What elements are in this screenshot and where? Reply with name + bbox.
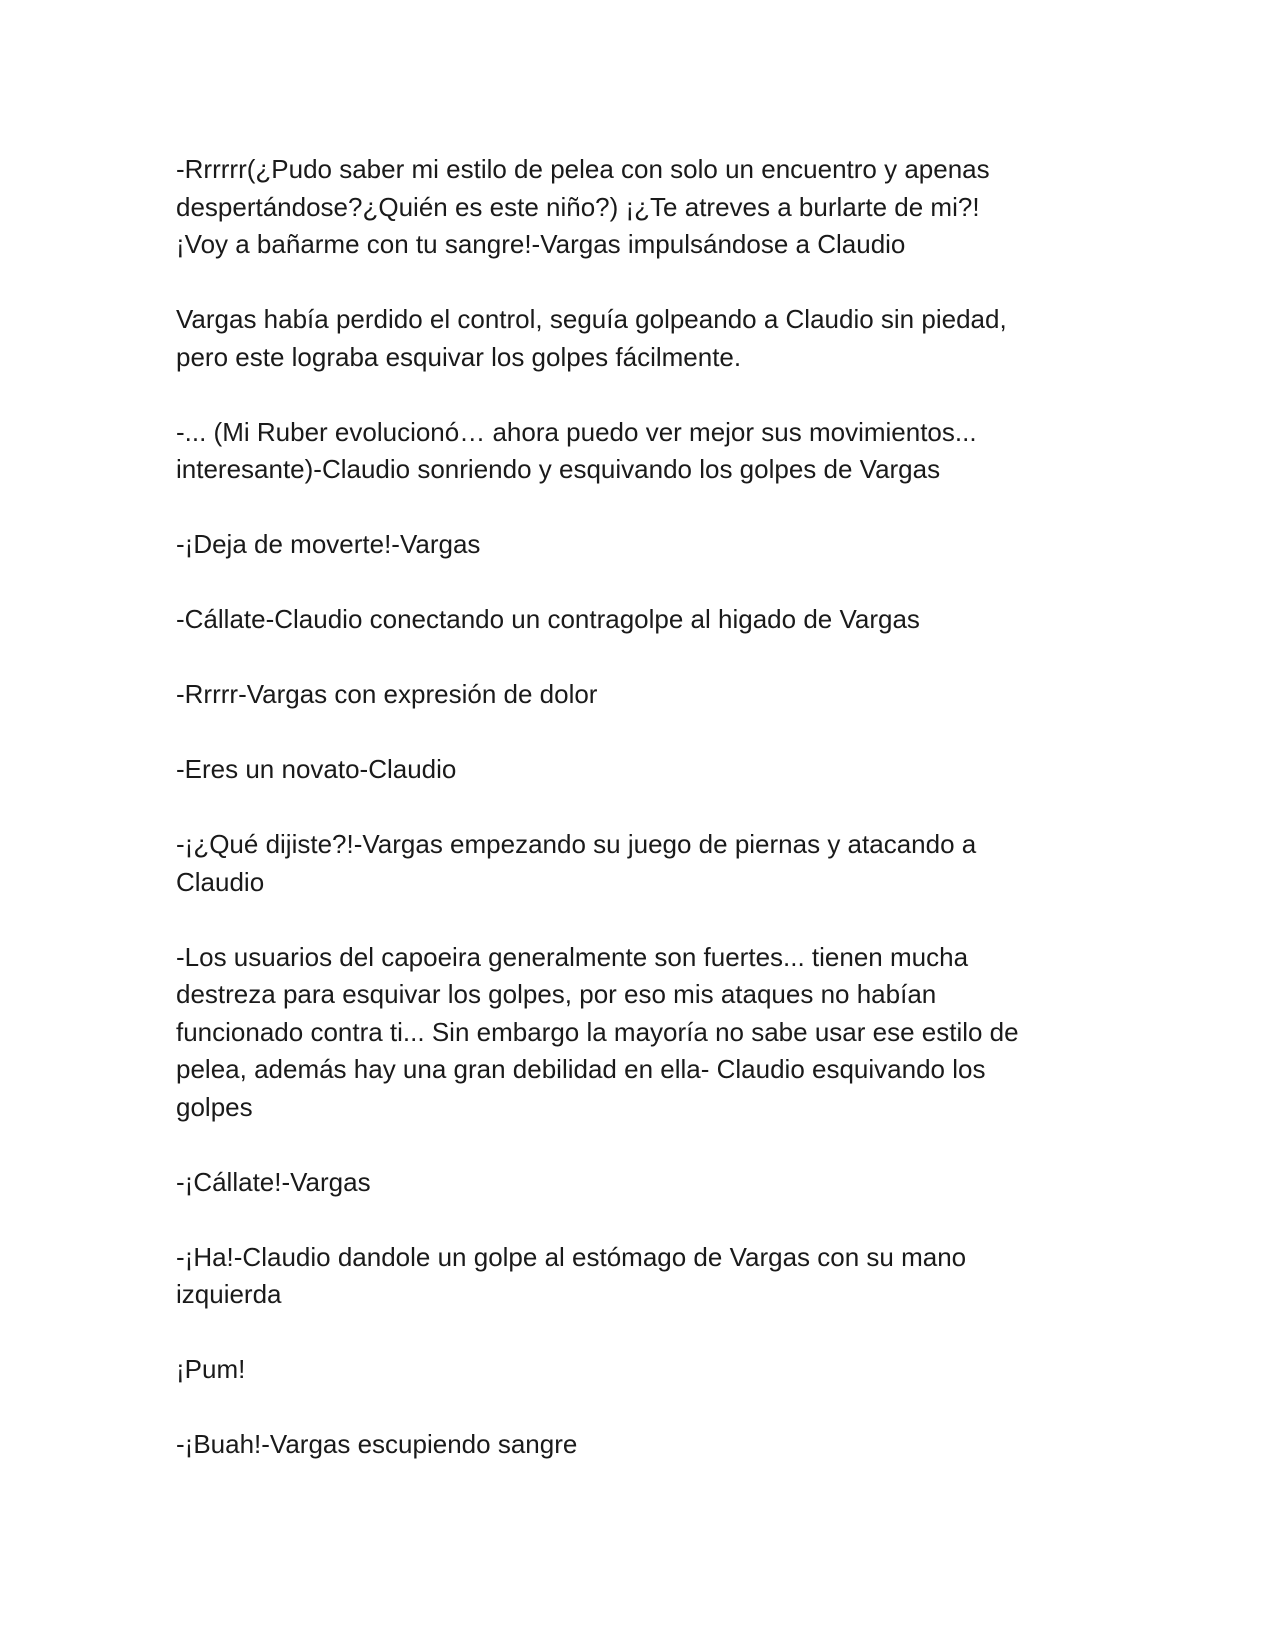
paragraph: -Rrrrrr(¿Pudo saber mi estilo de pelea con solo un encuentro y apenas despertándose?¿Quién es este niño?) ¡¿Te atreves a burlarte de mi?! ¡Voy a bañarme con tu sangre!-Vargas impulsándose a Claudio — [176, 154, 990, 259]
paragraph: -... (Mi Ruber evolucionó… ahora puedo ver mejor sus movimientos... interesante)-Claudio sonriendo y esquivando los golpes de Vargas — [176, 416, 977, 484]
paragraph: Vargas había perdido el control, seguía golpeando a Claudio sin piedad, pero este lograba esquivar los golpes fácilmente. — [176, 304, 1007, 372]
document-body — [176, 151, 1096, 1464]
paragraph: -¡Cállate!-Vargas — [176, 1166, 371, 1197]
paragraph: -¡¿Qué dijiste?!-Vargas empezando su juego de piernas y atacando a Claudio — [176, 829, 977, 897]
paragraph: -¡Deja de moverte!-Vargas — [176, 529, 481, 559]
paragraph: -¡Buah!-Vargas escupiendo sangre — [176, 1429, 578, 1459]
paragraph: -¡Ha!-Claudio dandole un golpe al estómago de Vargas con su mano izquierda — [176, 1241, 967, 1309]
paragraph: -Cállate-Claudio conectando un contragolpe al higado de Vargas — [176, 604, 920, 634]
paragraph: -Los usuarios del capoeira generalmente son fuertes... tienen mucha destreza para esquivar los golpes, por eso mis ataques no habían funcionado contra ti... Sin embargo la mayoría no sabe usar ese estilo de pelea, además hay una gran debilidad en ella- Claudio esquivando los golpes — [176, 941, 1019, 1122]
paragraph: -Rrrrr-Vargas con expresión de dolor — [176, 679, 598, 709]
paragraph: ¡Pum! — [176, 1354, 246, 1384]
paragraph: -Eres un novato-Claudio — [176, 754, 457, 784]
